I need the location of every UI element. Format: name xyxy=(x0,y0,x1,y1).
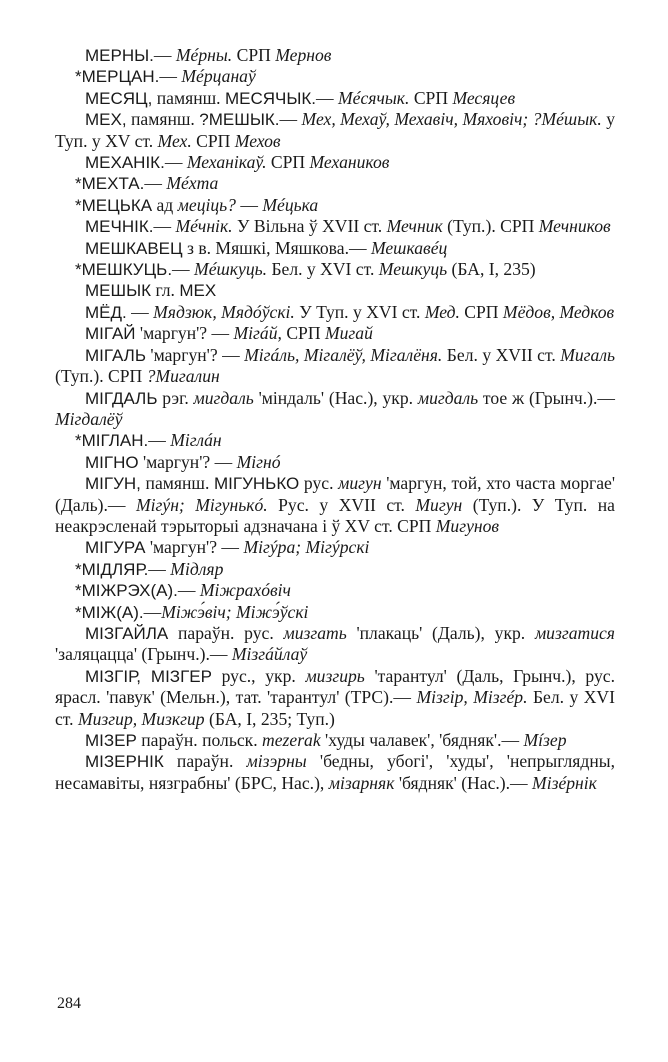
entry-merny: МЕРНЫ.— Мéрны. СРП Мернов xyxy=(85,45,332,65)
entry-miglan: *МІГЛАН.— Міглáн xyxy=(75,430,222,451)
entry-mizh: *МІЖ(А).—Міжэ́віч; Міжэ́ўскі xyxy=(75,601,309,622)
headword: МЕХАНІК. xyxy=(85,153,165,173)
entry-miod: МЁД. — Мядзюк, Мядóўскі. У Туп. у XVI ст. Мед. СРП Мёдов, Медков xyxy=(85,301,615,322)
entry-meshkuts: *МЕШКУЦЬ.— Мéшкуць. Бел. у XVI ст. Мешкуць (БА, I, 235) xyxy=(75,259,536,280)
headword: МІГДАЛЬ xyxy=(85,388,158,408)
entry-mizer: МІЗЕР параўн. польск. mezerak 'худы чалавек', 'бядняк'.— Мíзер xyxy=(85,730,567,750)
headword: МІГУРА xyxy=(85,538,146,558)
headword: МЕЧНІК. xyxy=(85,217,154,237)
headword: *МІЖ(А). xyxy=(75,602,144,622)
entry-meshkavets: МЕШКАВЕЦ з в. Мяшкі, Мяшкова.— Мешкавéц xyxy=(85,237,448,258)
headword: МІГНО xyxy=(85,452,139,472)
entry-metska: *МЕЦЬКА ад меціць? — Мéцька xyxy=(75,194,319,215)
headword: *МЕШКУЦЬ. xyxy=(75,260,173,280)
headword: *МЕЦЬКА xyxy=(75,195,153,215)
headword: МІЗЕРНІК xyxy=(85,752,164,772)
entry-migai: МІГАЙ 'маргун'? — Мігáй, СРП Мигай xyxy=(85,323,373,344)
entry-midliar: *МІДЛЯР.— Мідляр xyxy=(75,558,224,579)
entry-mizgir: МІЗГІР, МІЗГЕР рус., укр. мизгирь 'тарантул' (Даль, Грынч.), рус. ярасл. 'павук' (Мельн.), тат. 'тарантул' (ТРС).— Мізгір, Мізгéр. Бел. у XVI ст. Мизгир, Мизкгир (БА, I, 235; Туп.) xyxy=(55,665,615,729)
headword: МЕШКАВЕЦ xyxy=(85,238,183,258)
headword: *МІЖРЭХ(А). xyxy=(75,581,178,601)
entry-migura: МІГУРА 'маргун'? — Мігýра; Мігýрскі xyxy=(85,537,370,558)
entry-migal: МІГАЛЬ 'маргун'? — Мігáль, Мігалёў, Мігалёня. Бел. у XVII ст. Мигаль (Туп.). СРП ?Мигалин xyxy=(55,344,615,387)
headword: МІГАЙ xyxy=(85,324,136,344)
headword: *МІДЛЯР. xyxy=(75,559,149,579)
headword: МЕСЯЦ, xyxy=(85,88,153,108)
entry-mekh: МЕХ, памянш. ?МЕШЫК.— Мех, Мехаў, Мехавіч, Мяховіч; ?Мéшык. у Туп. у XV ст. Мех. СРП Мехов xyxy=(55,109,616,151)
entry-mekhanik: МЕХАНІК.— Механікаў. СРП Механиков xyxy=(85,152,390,173)
headword: МІЗЕР xyxy=(85,731,137,750)
headword: МЁД. xyxy=(85,302,127,322)
headword: МЕХ, xyxy=(85,110,127,130)
headword: МІГУН, xyxy=(85,474,141,494)
entry-mekhta: *МЕХТА.— Мéхта xyxy=(75,173,219,194)
entry-mesiats: МЕСЯЦ, памянш. МЕСЯЧЫК.— Мéсячык. СРП Месяцев xyxy=(85,87,516,108)
dictionary-page xyxy=(55,45,615,794)
headword: МЕШЫК xyxy=(85,281,152,301)
headword: *МЕХТА. xyxy=(75,174,145,194)
headword: МІЗГІР, МІЗГЕР xyxy=(85,666,212,686)
entry-migun: МІГУН, памянш. МІГУНЬКО рус. мигун 'маргун, той, хто часта моргае' (Даль).— Мігýн; Мігунькó. Рус. у XVII ст. Мигун (Туп.). У Туп. на неакрэсленай тэрыторыі адзначана і ў XV ст. СРП Мигунов xyxy=(55,473,615,536)
entry-mizgaila: МІЗГАЙЛА параўн. рус. мизгать 'плакаць' (Даль), укр. мизгатися 'заляцацца' (Грынч.).— Мізгáйлаў xyxy=(55,622,615,665)
page-number: 284 xyxy=(57,995,81,1012)
headword: МІГАЛЬ xyxy=(85,345,146,365)
headword: МІЗГАЙЛА xyxy=(85,623,169,643)
entry-mertsan: *МЕРЦАН.— Мéрцанаў xyxy=(75,66,256,87)
entry-mechnik: МЕЧНІК.— Мéчнік. У Вільна ў XVII ст. Мечник (Туп.). СРП Мечников xyxy=(85,216,611,237)
entry-meshyk: МЕШЫК гл. МЕХ xyxy=(85,280,217,301)
headword: МЕРНЫ. xyxy=(85,46,154,65)
entry-migno: МІГНО 'маргун'? — Мігнó xyxy=(85,451,281,472)
headword: *МЕРЦАН. xyxy=(75,67,160,87)
entry-mizhrekh: *МІЖРЭХ(А).— Міжрахóвіч xyxy=(75,580,291,601)
headword: *МІГЛАН. xyxy=(75,431,149,451)
entry-mizernik: МІЗЕРНІК параўн. мізэрны 'бедны, убогі', 'худы', 'непрыглядны, несамавіты, нязграбны' (БРС, Нас.), мізарняк 'бядняк' (Нас.).— Мізéрнік xyxy=(55,751,615,793)
entry-migdal: МІГДАЛЬ рэг. мигдаль 'міндаль' (Нас.), укр. мигдаль тое ж (Грынч.).— Мігдалёў xyxy=(55,387,616,429)
